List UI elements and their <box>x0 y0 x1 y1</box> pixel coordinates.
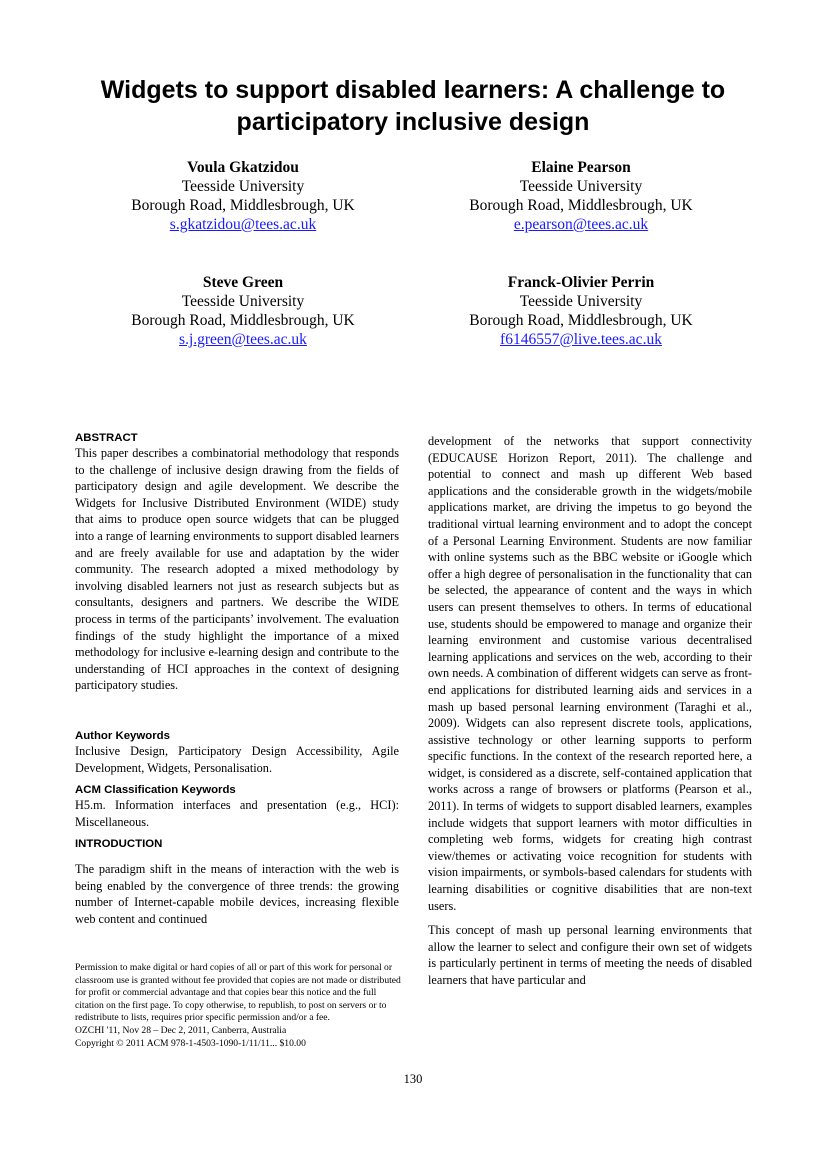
acm-keywords-text: H5.m. Information interfaces and presentation (e.g., HCI): Miscellaneous. <box>75 798 399 829</box>
author-block-4 <box>416 273 746 349</box>
author-email-link[interactable]: e.pearson@tees.ac.uk <box>513 216 649 233</box>
abstract-heading: ABSTRACT <box>75 432 138 444</box>
author-affiliation: Teesside University <box>181 178 305 195</box>
author-email-link[interactable]: f6146557@live.tees.ac.uk <box>500 331 662 348</box>
author-address: Borough Road, Middlesbrough, UK <box>131 197 355 214</box>
right-column <box>428 433 752 989</box>
author-address: Borough Road, Middlesbrough, UK <box>469 312 693 329</box>
author-name: Franck-Olivier Perrin <box>507 274 655 291</box>
body-paragraph-2: This concept of mash up personal learning environments that allow the learner to select and configure their own set of widgets is particularly pertinent in terms of meeting the needs of disabled learners that have particular and <box>428 923 752 987</box>
paper-title: Widgets to support disabled learners: A challenge to participatory inclusive design <box>100 76 726 136</box>
author-name: Voula Gkatzidou <box>187 159 299 176</box>
permission-notice <box>75 962 405 1062</box>
acm-keywords-heading: ACM Classification Keywords <box>75 784 236 797</box>
author-email-link[interactable]: s.gkatzidou@tees.ac.uk <box>169 216 317 233</box>
author-keywords-text: Inclusive Design, Participatory Design Accessibility, Agile Development, Widgets, Personalisation. <box>75 743 399 775</box>
author-block-2 <box>416 158 746 234</box>
introduction-heading: INTRODUCTION <box>75 838 163 851</box>
author-address: Borough Road, Middlesbrough, UK <box>131 312 355 329</box>
introduction-text: The paradigm shift in the means of interaction with the web is being enabled by the convergence of three trends: the growing number of Internet-capable mobile devices, increasing flexible web content and continued <box>75 862 399 927</box>
author-block-3 <box>78 273 408 349</box>
permission-text: Permission to make digital or hard copies of all or part of this work for personal or classroom use is granted without fee provided that copies are not made or distributed for profit or commercial advantage and that copies bear this notice and the full citation on the first page. To copy otherwise, to republish, to post on servers or to redistribute to lists, requires prior specific permission and/or a fee. <box>75 962 401 1024</box>
body-paragraph-1: development of the networks that support connectivity (EDUCAUSE Horizon Report, 2011). The challenge and potential to connect and mash up different Web based applications and the considerable growth in the widgets/mobile applications market, are driving the impetus to go beyond the traditional virtual learning environment and to adopt the concept of a Personal Learning Environment. Students are now familiar with online systems such as the BBC website or iGoogle which offer a high degree of personalisation in the functionality that can be selected, the appearance of content and the ways in which users can present themselves to others. In terms of educational use, students should be empowered to manage and organize their learning environment and customise various decentralised learning applications and services on the web, according to their own needs. A combination of different widgets can serve as front-end applications for distributed learning aids and services in a mash up based personal learning environment (Taraghi et al., 2009). Widgets can also represent discrete tools, applications, assistive technology or other learning supports to perform specific functions. In the context of the research reported here, a widget, is considered as a discrete, self-contained application that works across a range of browsers or platforms (Pearson et al., 2011). In terms of widgets to support disabled learners, examples include widgets that support learners with motor difficulties in completing web forms, widgets for creating high contrast view/themes or activating voice recognition for students with vision impairments, or symbols-based calendars for students with learning disabilities or cognitive disabilities that are non-text users. <box>428 434 752 913</box>
page-number: 130 <box>403 1072 423 1086</box>
author-block-1 <box>78 158 408 234</box>
author-affiliation: Teesside University <box>519 178 643 195</box>
author-keywords-heading: Author Keywords <box>75 729 170 742</box>
author-name: Elaine Pearson <box>531 159 631 176</box>
author-affiliation: Teesside University <box>519 293 643 310</box>
conference-info: OZCHI '11, Nov 28 – Dec 2, 2011, Canberra, Australia <box>75 1024 287 1036</box>
left-column <box>75 431 399 928</box>
author-email-link[interactable]: s.j.green@tees.ac.uk <box>179 331 307 348</box>
copyright-line: Copyright © 2011 ACM 978-1-4503-1090-1/11/11... $10.00 <box>75 1037 306 1049</box>
author-affiliation: Teesside University <box>181 293 305 310</box>
abstract-text: This paper describes a combinatorial methodology that responds to the challenge of inclusive design drawing from the fields of participatory design and agile development. We describe the Widgets for Inclusive Distributed Environment (WIDE) study that aims to produce open source widgets that can be plugged into a range of learning environments to support disabled learners and are freely available for use and adaptation by the wider community. The research adopted a mixed methodology by involving disabled learners not just as research subjects but as consultants, designers and partners. We describe the WIDE process in terms of the participants’ involvement. The evaluation findings of the study highlight the importance of a mixed methodology for inclusive e-learning design and contribute to the understanding of HCI approaches in the context of designing participatory studies. <box>75 446 399 693</box>
author-name: Steve Green <box>202 274 284 291</box>
author-address: Borough Road, Middlesbrough, UK <box>469 197 693 214</box>
